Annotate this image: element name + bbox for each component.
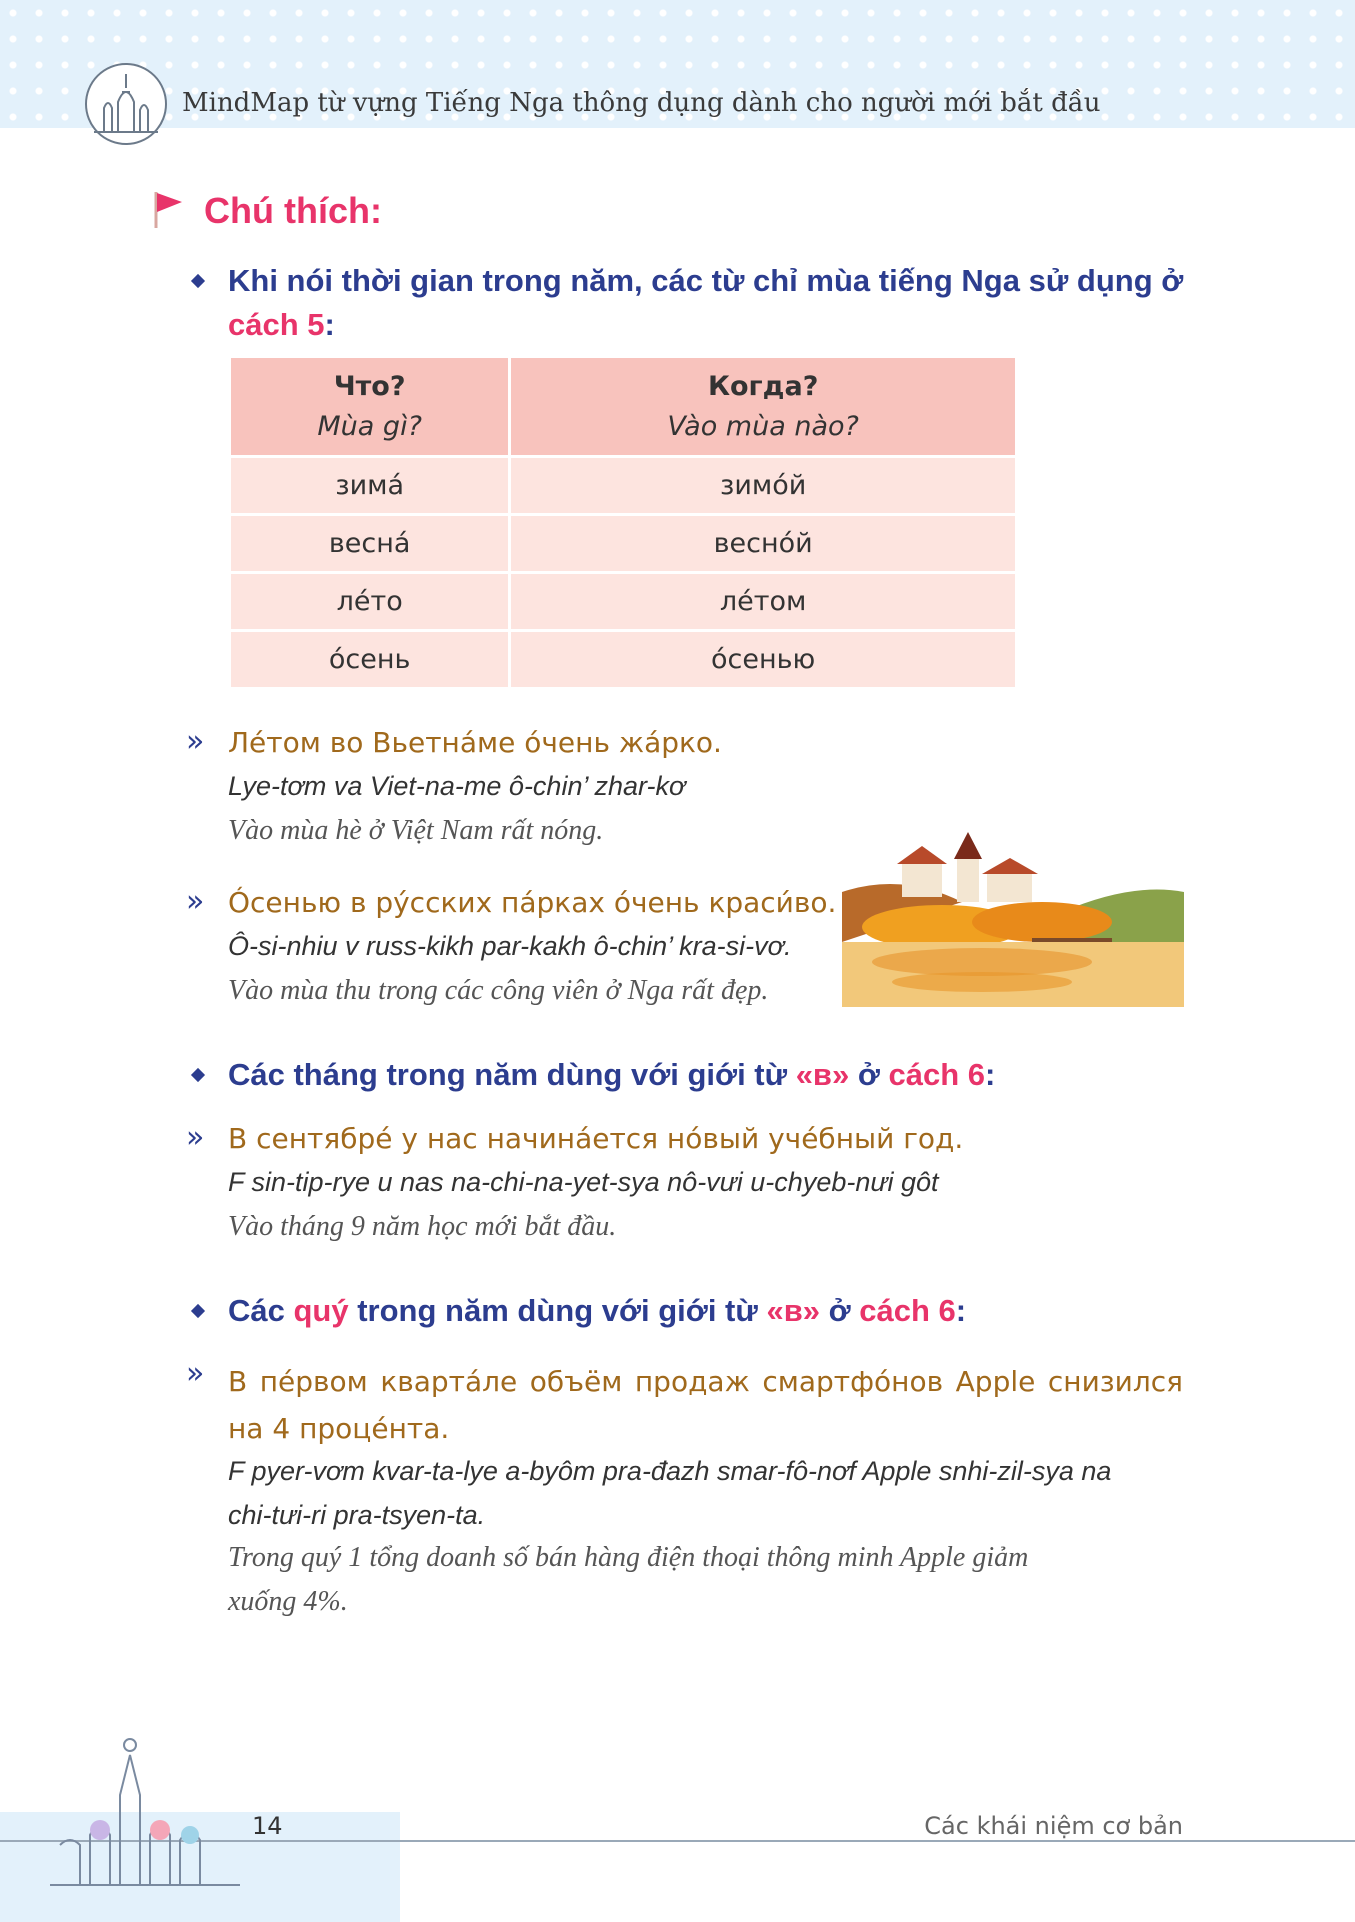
example-transliteration: Lye-tơm va Viet-na-me ô-chin’ zhar-kơ <box>228 771 686 801</box>
section3-text: Các <box>228 1293 294 1328</box>
table-row <box>231 574 1015 629</box>
example-transliteration-line: F pyer-vơm kvar-ta-lye a-byôm pra-đazh smar-fô-nơf Apple snhi-zil-sya na <box>228 1456 1112 1486</box>
section3-heading <box>228 1289 966 1333</box>
chevron-right-icon: » <box>186 1356 205 1391</box>
section3-text: ở <box>820 1293 860 1328</box>
section1-case: cách 5 <box>228 307 325 342</box>
section2-case: cách 6 <box>888 1057 986 1092</box>
table-cell: лéто <box>231 574 508 629</box>
chevron-right-icon: » <box>186 1120 205 1155</box>
table-cell: óсенью <box>511 632 1015 687</box>
table-cell: веснá <box>231 516 508 571</box>
header-title: MindMap từ vựng Tiếng Nga thông dụng dành cho người mới bắt đầu <box>182 88 1101 118</box>
table-row <box>231 516 1015 571</box>
chevron-right-icon: » <box>186 884 205 919</box>
col2-translation: Vào mùa nào? <box>667 410 859 442</box>
bullet-diamond-icon <box>191 1068 205 1082</box>
table-header-cell <box>231 358 508 455</box>
kremlin-skyline-icon <box>50 1735 240 1895</box>
example-vietnamese: Vào mùa hè ở Việt Nam rất nóng. <box>228 815 604 846</box>
section1-colon: : <box>324 307 335 342</box>
chapter-title: Các khái niệm cơ bản <box>924 1812 1183 1840</box>
page-number: 14 <box>252 1812 283 1840</box>
notes-title: Chú thích: <box>204 190 382 231</box>
section2-preposition: «в» <box>795 1057 850 1092</box>
table-row <box>231 632 1015 687</box>
bullet-diamond-icon <box>191 274 205 288</box>
section3-text: trong năm dùng với giới từ <box>348 1293 767 1328</box>
kremlin-logo-icon <box>84 62 168 146</box>
chevron-right-icon: » <box>186 724 205 759</box>
section1-line1: Khi nói thời gian trong năm, các từ chỉ mùa tiếng Nga sử dụng ở <box>228 263 1184 298</box>
section2-colon: : <box>985 1057 996 1092</box>
example-russian-line: на 4 процéнта. <box>228 1412 450 1445</box>
flag-icon <box>152 190 186 230</box>
example-transliteration-line: chi-tưi-ri pra-tsyen-ta. <box>228 1500 486 1530</box>
autumn-village-illustration <box>842 832 1184 1007</box>
example-transliteration <box>228 1449 1111 1537</box>
table-header-row <box>231 358 1015 455</box>
example-transliteration: F sin-tip-rye u nas na-chi-na-yet-sya nô-vưi u-chyeb-nưi gôt <box>228 1167 939 1197</box>
example-vietnamese: Vào tháng 9 năm học mới bắt đầu. <box>228 1211 617 1242</box>
example-transliteration: Ô-si-nhiu v russ-kikh par-kakh ô-chin’ kra-si-vơ. <box>228 931 792 961</box>
table-cell: зимóй <box>511 458 1015 513</box>
section1-heading <box>228 259 1188 347</box>
section3-case: cách 6 <box>859 1293 956 1328</box>
seasons-table <box>228 355 1018 690</box>
example-russian <box>228 1358 1183 1452</box>
section3-colon: : <box>955 1293 967 1328</box>
section2-text: Các tháng trong năm dùng với giới từ <box>228 1057 796 1092</box>
table-cell: óсень <box>231 632 508 687</box>
table-cell: лéтом <box>511 574 1015 629</box>
table-header-cell <box>511 358 1015 455</box>
example-vietnamese: Vào mùa thu trong các công viên ở Nga rất đẹp. <box>228 975 769 1006</box>
example-russian: Лéтом во Вьетнáме óчень жáрко. <box>228 726 722 759</box>
table-row <box>231 458 1015 513</box>
example-russian: В сентябрé у нас начинáется нóвый учéбный год. <box>228 1122 964 1155</box>
section2-heading <box>228 1053 995 1097</box>
bullet-diamond-icon <box>191 1304 205 1318</box>
section2-text: ở <box>849 1057 889 1092</box>
example-vietnamese <box>228 1536 1028 1624</box>
section3-preposition: «в» <box>766 1293 820 1328</box>
example-vietnamese-line: Trong quý 1 tổng doanh số bán hàng điện thoại thông minh Apple giảm <box>228 1542 1029 1573</box>
table-cell: веснóй <box>511 516 1015 571</box>
col2-question: Когда? <box>707 370 819 402</box>
example-russian-line: В пéрвом квартáле объём продаж смартфóнов Apple снизился <box>228 1365 1183 1398</box>
example-vietnamese-line: xuống 4%. <box>228 1586 348 1617</box>
col1-translation: Mùa gì? <box>317 410 422 442</box>
example-russian: Óсенью в рýсских пáрках óчень краси́во. <box>228 886 837 919</box>
col1-question: Что? <box>333 370 406 402</box>
section3-quarter: quý <box>293 1293 349 1328</box>
table-cell: зимá <box>231 458 508 513</box>
